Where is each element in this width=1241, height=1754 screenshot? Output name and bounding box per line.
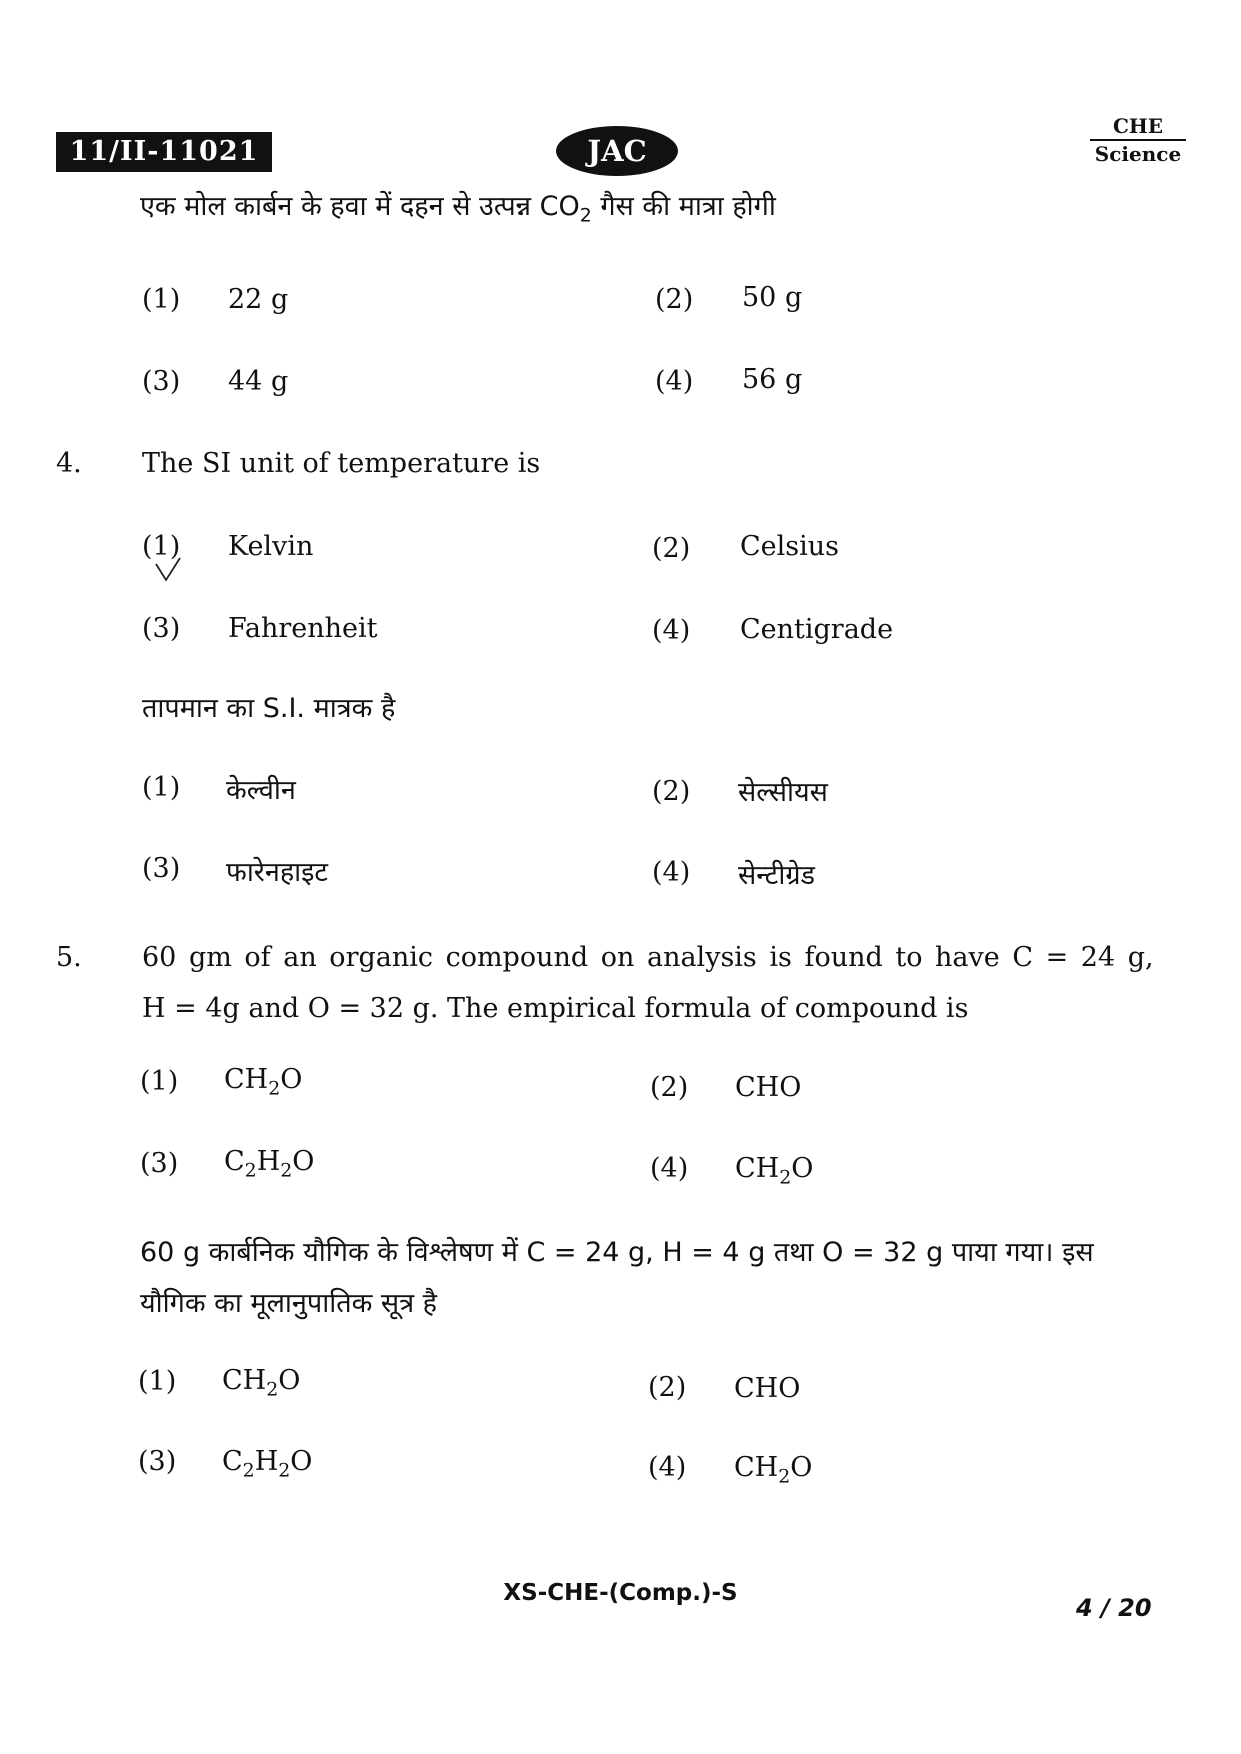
q5-hindi-opt3-num: (3) [138, 1446, 177, 1477]
q5-hindi-opt1-num: (1) [138, 1366, 177, 1397]
board-logo: JAC [556, 126, 678, 176]
q4-hindi-opt2-text: सेल्सीयस [738, 777, 828, 808]
footer-code: XS-CHE-(Comp.)-S [503, 1580, 738, 1606]
q4-hindi-opt4-text: सेन्टीग्रेड [738, 860, 816, 891]
q5-hindi-opt4-formula: $CH_2O$ [734, 1452, 813, 1488]
q3-opt3-text: 44 g [228, 366, 289, 397]
q4-number: 4. [56, 448, 82, 479]
q5-opt3-num: (3) [140, 1148, 179, 1179]
subject-top: CHE [1090, 114, 1186, 141]
q5-opt4-num: (4) [650, 1153, 689, 1184]
q3-opt2-text: 50 g [742, 282, 803, 313]
q4-opt1-text: Kelvin [228, 531, 314, 562]
q3-opt2-num: (2) [655, 284, 694, 315]
q5-number: 5. [56, 942, 82, 973]
q5-line1: 60 gm of an organic compound on analysis is found to have C = 24 g, [142, 942, 1154, 973]
subject-label [1090, 114, 1186, 166]
q3-opt3-num: (3) [142, 366, 181, 397]
subject-bottom: Science [1094, 142, 1182, 166]
q3-hindi-text: एक मोल कार्बन के हवा में दहन से उत्पन्न $CO_2$ गैस की मात्रा होगी [140, 191, 776, 227]
q4-opt1-num: (1) [142, 531, 181, 562]
q4-opt4-num: (4) [652, 615, 691, 646]
q5-opt2-text: CHO [735, 1072, 802, 1103]
q3-opt1-text: 22 g [228, 284, 289, 315]
q4-hindi-opt1-num: (1) [142, 772, 181, 803]
q4-hindi-opt4-num: (4) [652, 857, 691, 888]
q5-hindi-opt3-formula: $C_2H_2O$ [222, 1446, 313, 1482]
q4-hindi-opt3-text: फारेनहाइट [226, 857, 329, 888]
q4-opt2-text: Celsius [740, 531, 840, 562]
q5-hindi-line2: यौगिक का मूलानुपातिक सूत्र है [140, 1288, 438, 1319]
q5-hindi-opt1-formula: $CH_2O$ [222, 1365, 301, 1401]
q4-hindi-opt2-num: (2) [652, 776, 691, 807]
paper-code: 11/II-11021 [56, 132, 272, 172]
q5-opt3-formula: $C_2H_2O$ [224, 1146, 315, 1182]
q5-hindi-line1: 60 g कार्बनिक यौगिक के विश्लेषण में C = 24 g, H = 4 g तथा O = 32 g पाया गया। इस [140, 1237, 1094, 1268]
q3-opt1-num: (1) [142, 284, 181, 315]
q3-opt4-text: 56 g [742, 364, 803, 395]
q5-hindi-opt2-num: (2) [648, 1372, 687, 1403]
q5-line2: H = 4g and O = 32 g. The empirical formula of compound is [142, 993, 969, 1024]
q4-hindi-opt1-text: केल्वीन [226, 775, 296, 806]
page-number: 4 / 20 [1076, 1594, 1152, 1622]
tick-mark-icon [150, 550, 190, 590]
q4-opt3-num: (3) [142, 613, 181, 644]
q4-opt3-text: Fahrenheit [228, 613, 378, 644]
q4-opt2-num: (2) [652, 533, 691, 564]
q5-opt1-num: (1) [140, 1066, 179, 1097]
q4-opt4-text: Centigrade [740, 614, 894, 645]
q4-hindi-text: तापमान का S.I. मात्रक है [142, 693, 396, 724]
q5-opt2-num: (2) [650, 1072, 689, 1103]
q5-hindi-opt4-num: (4) [648, 1452, 687, 1483]
q4-text: The SI unit of temperature is [142, 448, 541, 479]
q5-hindi-opt2-text: CHO [734, 1373, 801, 1404]
q5-opt1-formula: $CH_2O$ [224, 1064, 303, 1100]
q5-opt4-formula: $CH_2O$ [735, 1153, 814, 1189]
q3-opt4-num: (4) [655, 366, 694, 397]
q4-hindi-opt3-num: (3) [142, 853, 181, 884]
